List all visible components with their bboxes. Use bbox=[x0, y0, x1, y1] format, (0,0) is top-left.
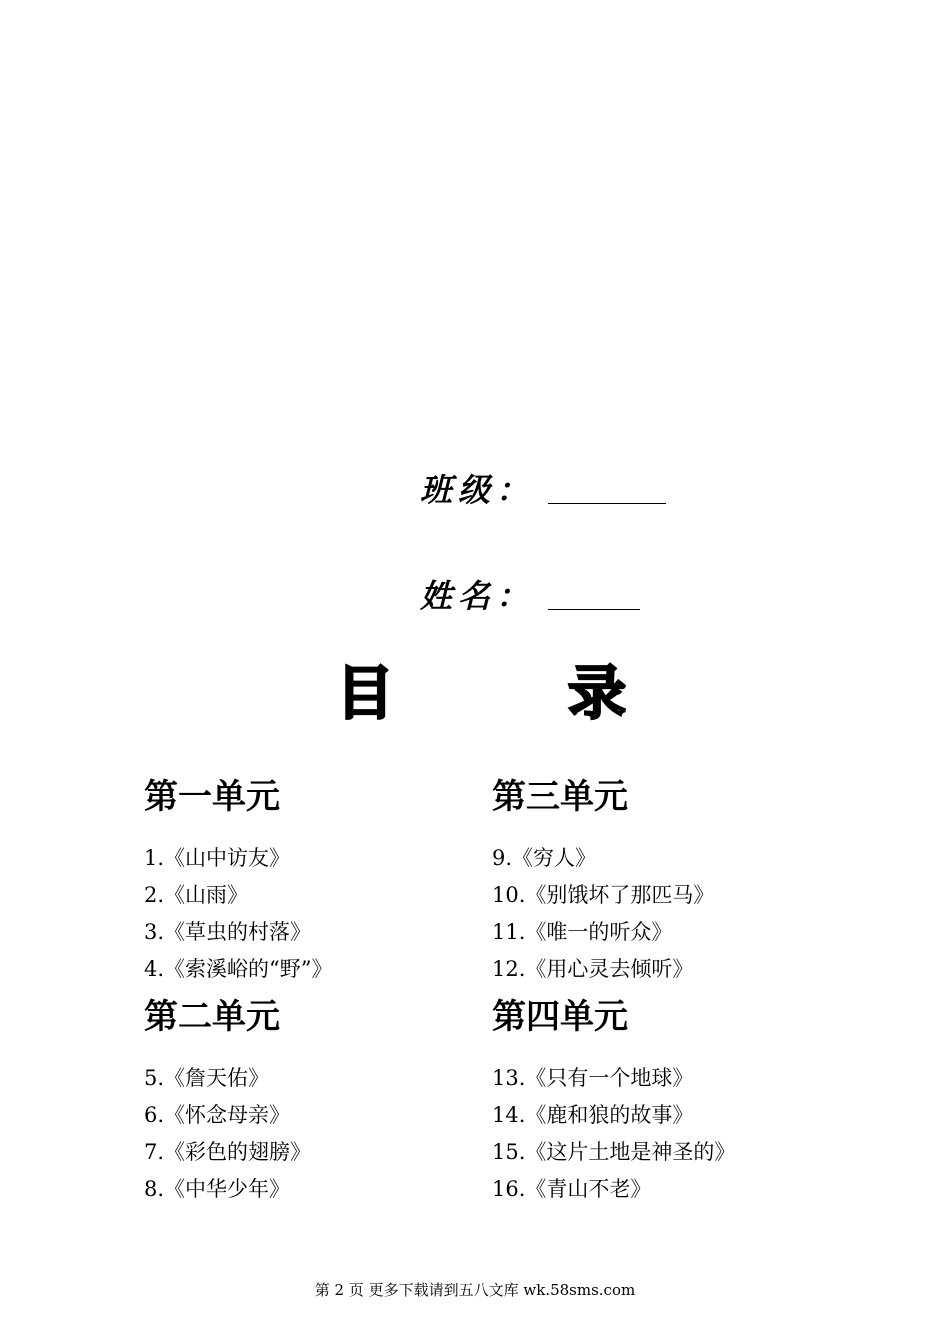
lesson-item: 4.《索溪峪的“野”》 bbox=[144, 957, 333, 981]
toc-title-char-1: 目 bbox=[336, 659, 395, 727]
lesson-item: 1.《山中访友》 bbox=[144, 846, 291, 870]
lesson-list bbox=[144, 840, 333, 988]
lesson-item: 14.《鹿和狼的故事》 bbox=[492, 1103, 694, 1127]
lesson-item: 15.《这片土地是神圣的》 bbox=[492, 1140, 736, 1164]
unit-heading: 第一单元 bbox=[144, 777, 280, 817]
lesson-list bbox=[492, 1060, 735, 1208]
toc-title-char-2: 录 bbox=[567, 659, 626, 727]
unit-2 bbox=[144, 996, 333, 1208]
class-field bbox=[420, 471, 666, 509]
class-label: 班级： bbox=[420, 471, 535, 509]
lesson-list bbox=[492, 840, 735, 988]
toc-title bbox=[336, 659, 626, 727]
lesson-item: 7.《彩色的翅膀》 bbox=[144, 1140, 312, 1164]
lesson-item: 8.《中华少年》 bbox=[144, 1177, 291, 1201]
class-blank-line bbox=[548, 502, 666, 504]
name-field bbox=[420, 577, 640, 615]
unit-heading: 第二单元 bbox=[144, 997, 280, 1037]
unit-1 bbox=[144, 776, 333, 988]
lesson-item: 5.《詹天佑》 bbox=[144, 1066, 270, 1090]
toc-column-right bbox=[492, 776, 735, 1216]
unit-heading: 第三单元 bbox=[492, 777, 628, 817]
lesson-item: 10.《别饿坏了那匹马》 bbox=[492, 883, 715, 907]
name-blank-line bbox=[548, 608, 640, 610]
unit-3 bbox=[492, 776, 735, 988]
lesson-item: 13.《只有一个地球》 bbox=[492, 1066, 694, 1090]
page-footer: 第 2 页 更多下载请到五八文库 wk.58sms.com bbox=[314, 1281, 636, 1299]
unit-4 bbox=[492, 996, 735, 1208]
unit-heading: 第四单元 bbox=[492, 997, 628, 1037]
lesson-item: 3.《草虫的村落》 bbox=[144, 920, 312, 944]
toc-column-left bbox=[144, 776, 333, 1216]
lesson-list bbox=[144, 1060, 333, 1208]
lesson-item: 16.《青山不老》 bbox=[492, 1177, 652, 1201]
name-label: 姓名： bbox=[420, 577, 535, 615]
lesson-item: 12.《用心灵去倾听》 bbox=[492, 957, 694, 981]
lesson-item: 11.《唯一的听众》 bbox=[492, 920, 673, 944]
lesson-item: 9.《穷人》 bbox=[492, 846, 597, 870]
lesson-item: 2.《山雨》 bbox=[144, 883, 249, 907]
lesson-item: 6.《怀念母亲》 bbox=[144, 1103, 291, 1127]
